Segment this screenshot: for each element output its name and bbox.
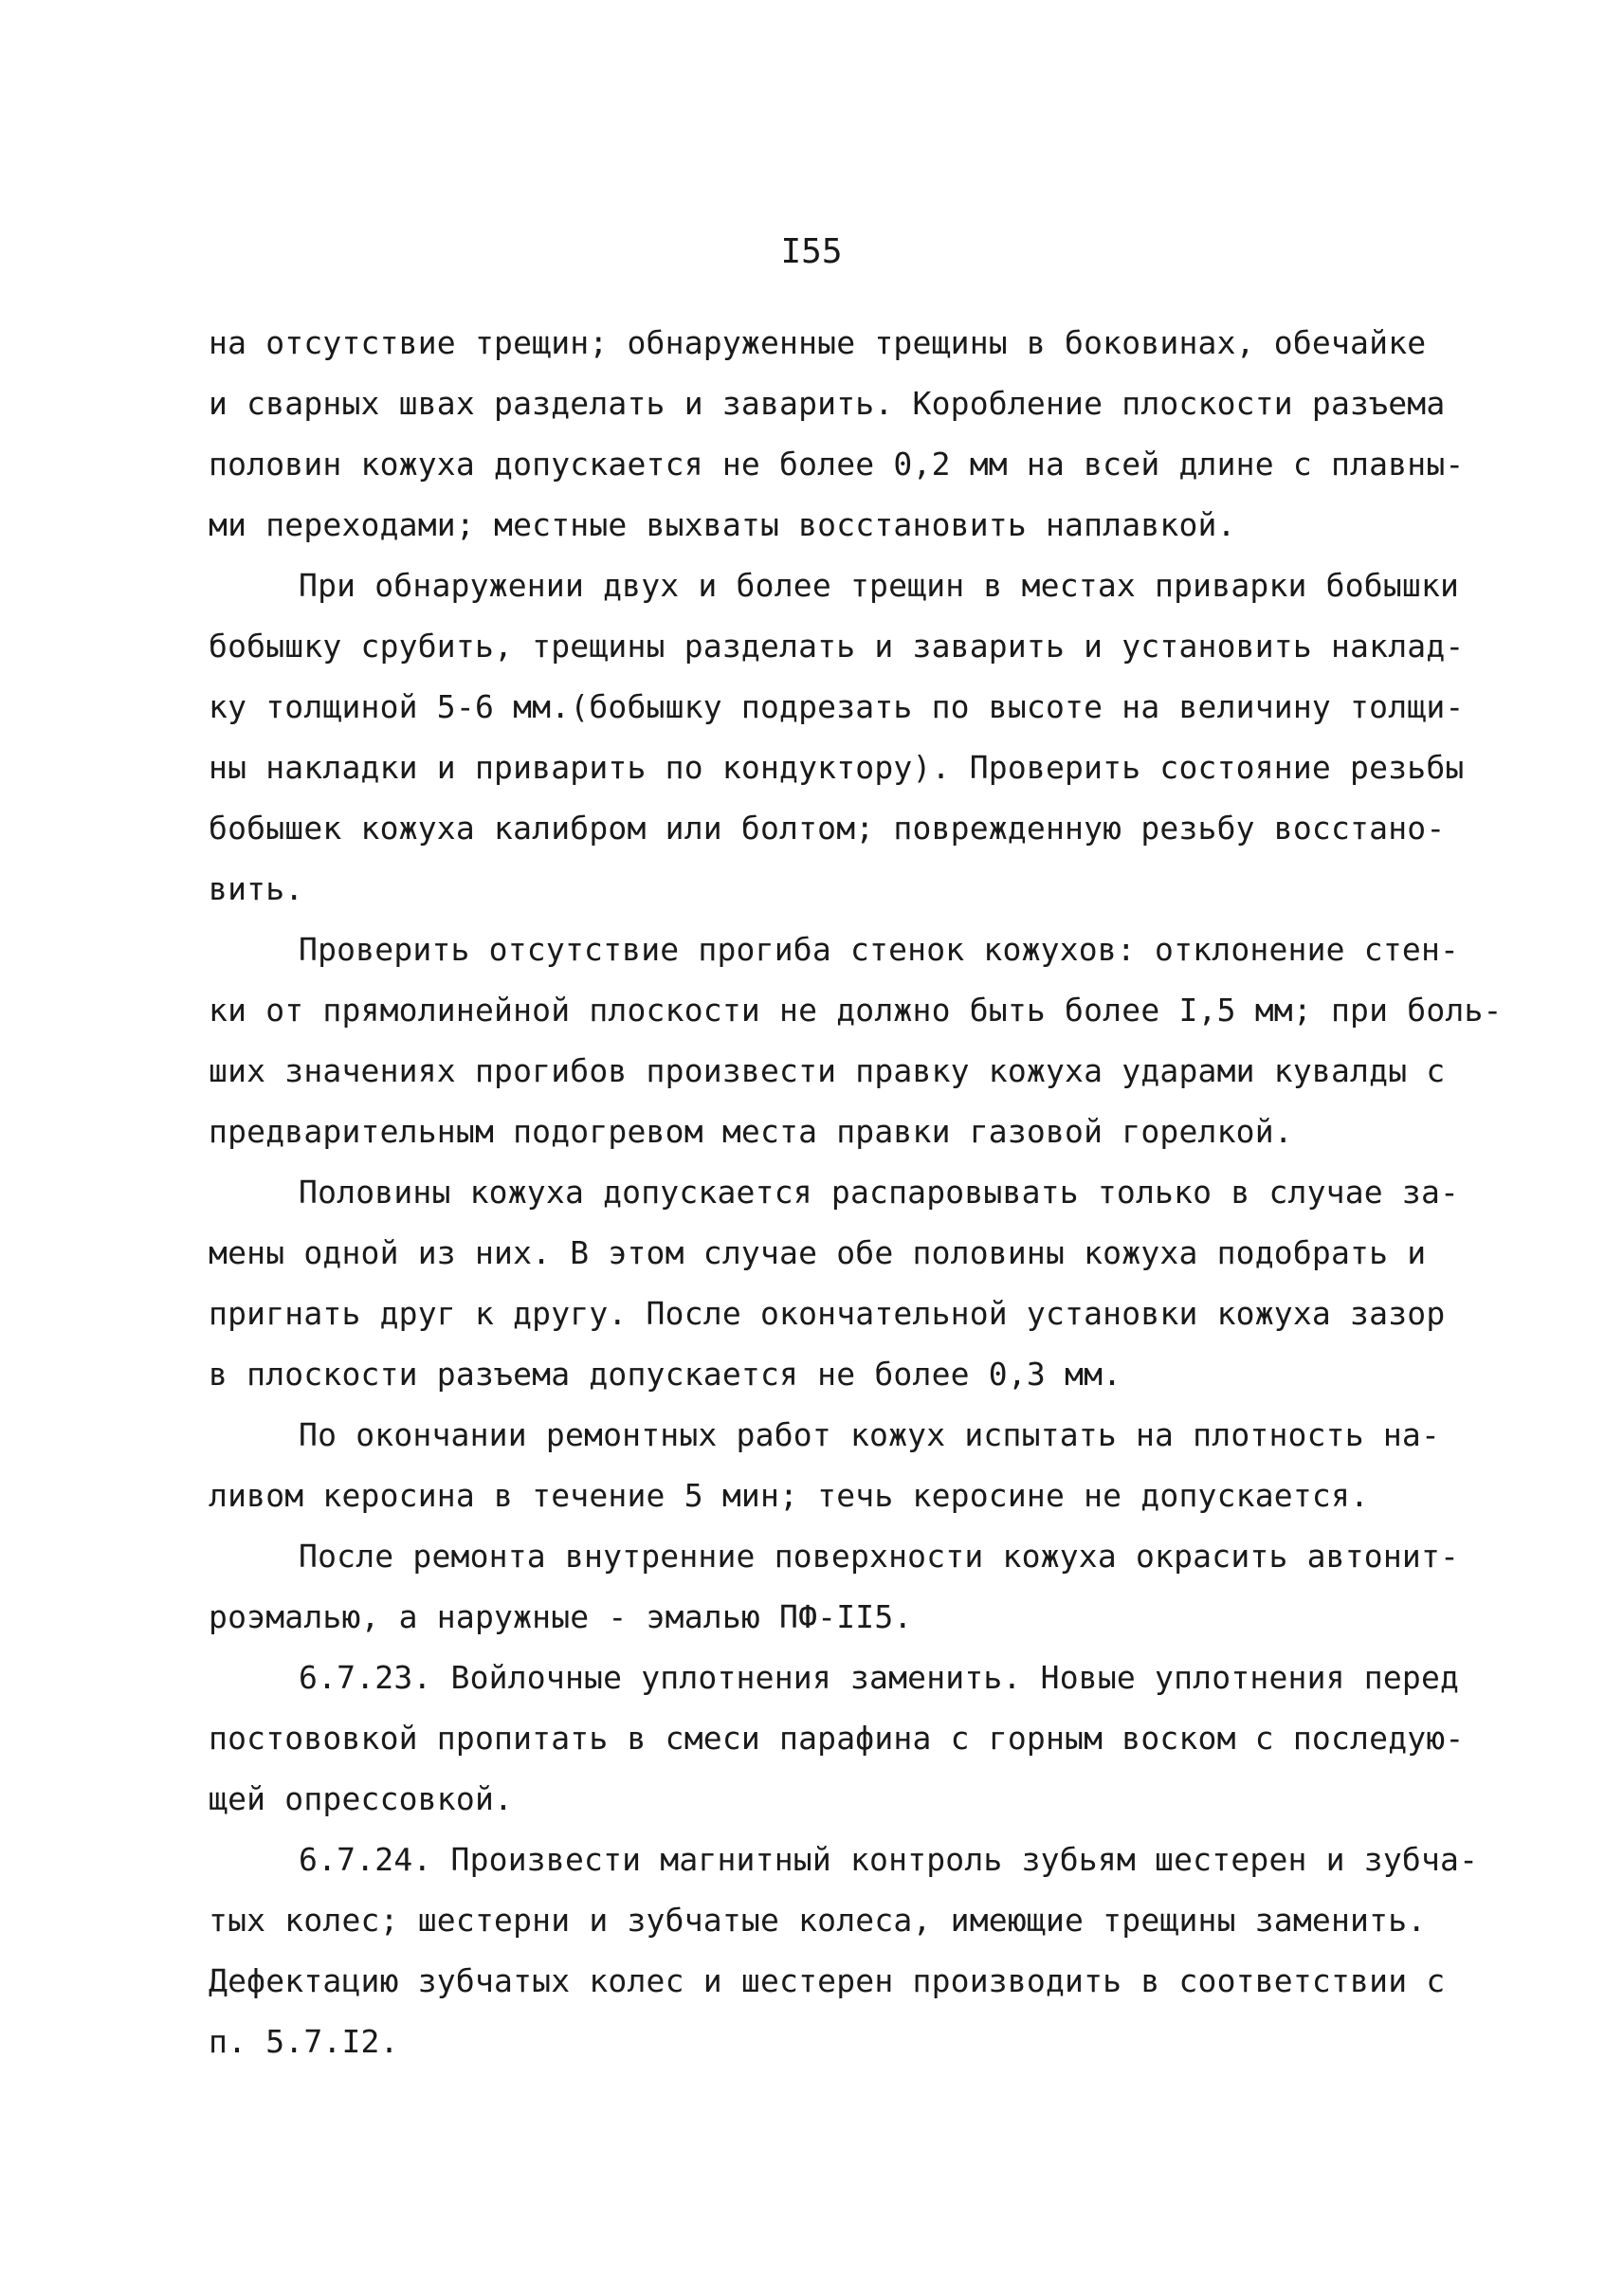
page-number: I55	[780, 232, 843, 271]
text-line: ми переходами; местные выхваты восстановить наплавкой.	[209, 506, 1236, 543]
text-line: вить.	[209, 870, 304, 907]
text-line: половин кожуха допускается не более 0,2 мм на всей длине с плавны-	[209, 446, 1465, 483]
text-line: мены одной из них. В этом случае обе половины кожуха подобрать и	[209, 1234, 1427, 1271]
text-line: Проверить отсутствие прогиба стенок кожухов: отклонение стен-	[299, 931, 1460, 968]
text-line: на отсутствие трещин; обнаруженные трещины в боковинах, обечайке	[209, 324, 1427, 361]
text-line: По окончании ремонтных работ кожух испытать на плотность на-	[299, 1416, 1441, 1453]
text-line: в плоскости разъема допускается не более 0,3 мм.	[209, 1356, 1122, 1393]
text-line: 6.7.23. Войлочные уплотнения заменить. Новые уплотнения перед	[299, 1659, 1460, 1696]
text-line: бобышек кожуха калибром или болтом; поврежденную резьбу восстано-	[209, 810, 1446, 847]
text-line: Половины кожуха допускается распаровывать только в случае за-	[299, 1174, 1460, 1211]
text-line: ны накладки и приварить по кондуктору). Проверить состояние резьбы	[209, 749, 1465, 786]
text-line: бобышку срубить, трещины разделать и заварить и установить наклад-	[209, 628, 1465, 665]
text-line: постововкой пропитать в смеси парафина с горным воском с последую-	[209, 1720, 1465, 1757]
text-line: 6.7.24. Произвести магнитный контроль зубьям шестерен и зубча-	[299, 1841, 1479, 1878]
text-line: При обнаружении двух и более трещин в местах приварки бобышки	[299, 567, 1460, 604]
text-line: После ремонта внутренние поверхности кожуха окрасить автонит-	[299, 1538, 1460, 1575]
text-line: ших значениях прогибов произвести правку кожуха ударами кувалды с	[209, 1052, 1446, 1089]
text-line: щей опрессовкой.	[209, 1780, 514, 1817]
text-line: п. 5.7.I2.	[209, 2023, 399, 2060]
text-line: ку толщиной 5-6 мм.(бобышку подрезать по высоте на величину толщи-	[209, 688, 1465, 725]
text-line: ливом керосина в течение 5 мин; течь керосине не допускается.	[209, 1477, 1370, 1514]
document-body	[209, 313, 1503, 2072]
text-line: и сварных швах разделать и заварить. Коробление плоскости разъема	[209, 385, 1446, 422]
text-line: роэмалью, а наружные - эмалью ПФ-II5.	[209, 1598, 913, 1635]
text-line: тых колес; шестерни и зубчатые колеса, имеющие трещины заменить.	[209, 1902, 1427, 1939]
text-line: предварительным подогревом места правки газовой горелкой.	[209, 1113, 1293, 1150]
text-line: ки от прямолинейной плоскости не должно быть более I,5 мм; при боль-	[209, 992, 1503, 1029]
text-line: Дефектацию зубчатых колес и шестерен производить в соответствии с	[209, 1962, 1446, 1999]
text-line: пригнать друг к другу. После окончательной установки кожуха зазор	[209, 1295, 1446, 1332]
